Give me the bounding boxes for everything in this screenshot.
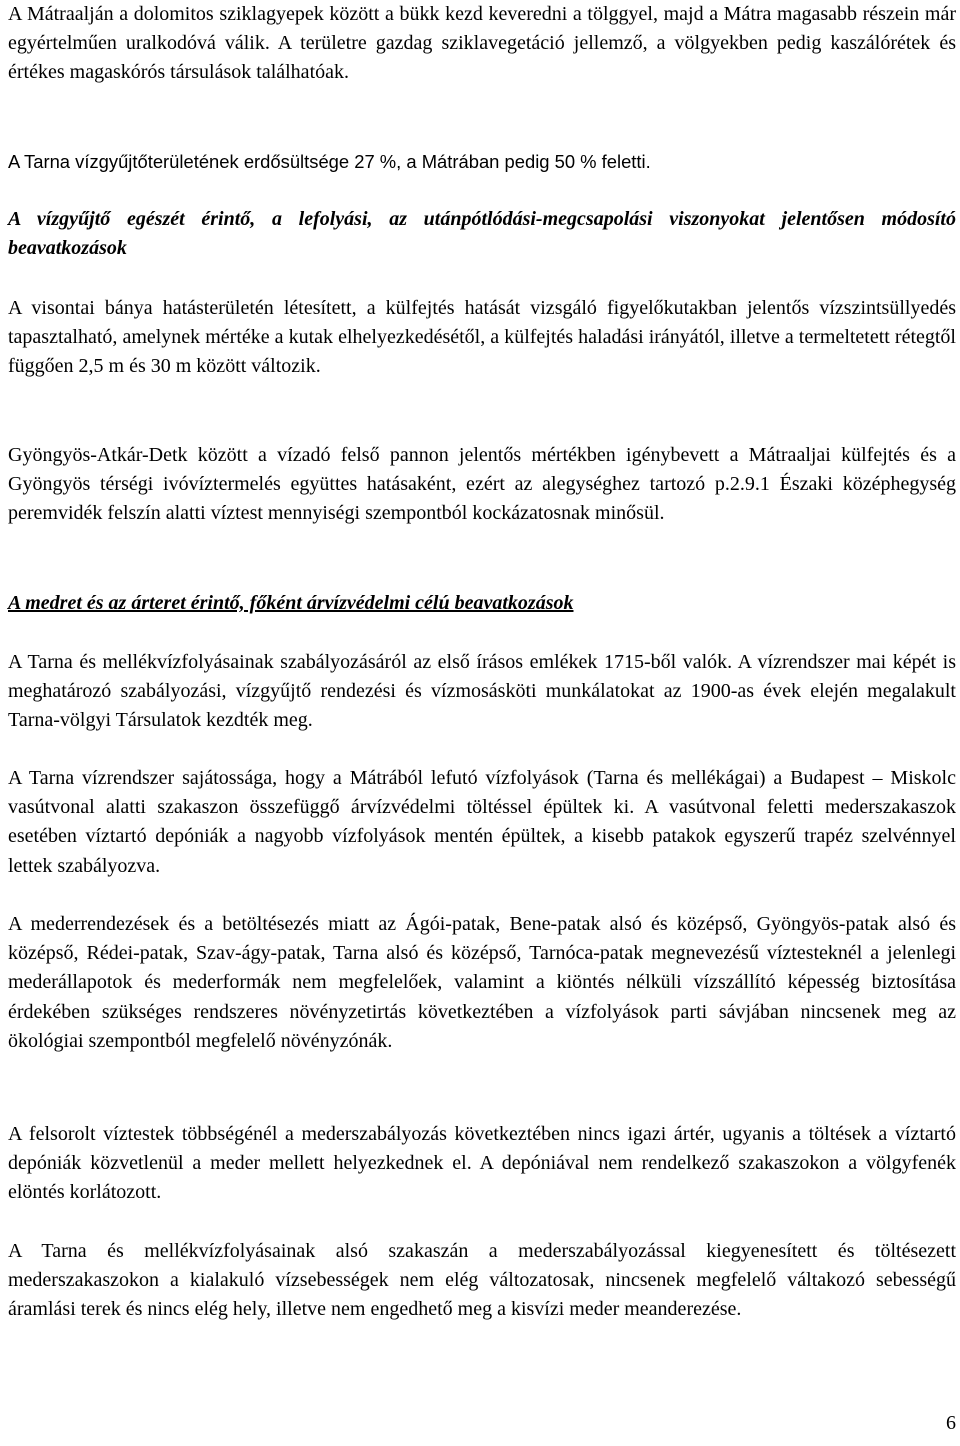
paragraph-visonta-mine: A visontai bánya hatásterületén létesített, a külfejtés hatását vizsgáló figyelőkutakban jelentős vízszintsüllyedés tapasztalható, amelynek mértéke a kutak elhelyezkedésétől, a külfejtés haladási irányától, illetve a termeltetett rétegtől függően 2,5 m és 30 m között változik. (8, 297, 956, 378)
paragraph-regulation-history: A Tarna és mellékvízfolyásainak szabályozásáról az első írásos emlékek 1715-ből valók. A vízrendszer mai képét is meghatározó szabályozási, vízgyűjtő rendezési és vízmosásköti munkálatokat az 1900-as évek elején megalakult Tarna-völgyi Társulatok kezdték meg. (8, 651, 956, 732)
page-number: 6 (946, 1412, 956, 1434)
paragraph-tarna-system: A Tarna vízrendszer sajátossága, hogy a Mátrából lefutó vízfolyások (Tarna és mellékágai) a Budapest – Miskolc vasútvonal alatti szakaszon összefüggő árvízvédelmi töltéssel épültek ki. A vasútvonal feletti mederszakaszok esetében víztartó depóniák a nagyobb vízfolyások mentén épültek, a kisebb patakok egyszerű trapéz szelvénnyel lettek szabályozva. (8, 767, 956, 877)
section-heading-riverbed: A medret és az árteret érintő, főként árvízvédelmi célú beavatkozások (8, 592, 574, 614)
paragraph-vegetation: A Mátraalján a dolomitos sziklagyepek között a bükk kezd keveredni a tölggyel, majd a Mátra magasabb részein már egyértelműen uralkodóvá válik. A területre gazdag sziklavegetáció jellemző, a völgyekben pedig kaszálórétek és értékes magaskórós társulások találhatóak. (8, 3, 956, 84)
paragraph-forest-cover: A Tarna vízgyűjtőterületének erdősültsége 27 %, a Mátrában pedig 50 % feletti. (8, 151, 651, 172)
paragraph-lower-section: A Tarna és mellékvízfolyásainak alsó szakaszán a mederszabályozással kiegyenesített és töltésezett mederszakaszokon a kialakuló vízsebességek nem elég változatosak, nincsenek megfelelő váltakozó sebességű áramlási terek és nincs elég hely, illetve nem engedhető meg a kisvízi meder meanderezése. (8, 1240, 956, 1321)
paragraph-gyongyos-atkar: Gyöngyös-Atkár-Detk között a vízadó felső pannon jelentős mértékben igénybevett a Mátraaljai külfejtés és a Gyöngyös térségi ivóvíztermelés együttes hatásaként, ezért az alegységhez tartozó p.2.9.1 Északi középhegység peremvidék felszín alatti víztest mennyiségi szempontból kockázatosnak minősül. (8, 444, 956, 525)
section-heading-interventions: A vízgyűjtő egészét érintő, a lefolyási, az utánpótlódási-megcsapolási viszonyokat jelentősen módosító beavatkozások (8, 208, 956, 260)
paragraph-riverbed-conditions: A mederrendezések és a betöltésezés miatt az Ágói-patak, Bene-patak alsó és középső, Gyöngyös-patak alsó és középső, Rédei-patak, Szav-ágy-patak, Tarna alsó és középső, Tarnóca-patak megnevezésű víztesteknél a jelenlegi mederállapotok és mederformák nem megfelelőek, valamint a kiöntés nélküli vízszállító képesség biztosítása érdekében szükséges rendszeres növényzetirtás következtében a vízfolyások parti sávjában nincsenek meg az ökológiai szempontból megfelelő növényzónák. (8, 913, 956, 1052)
paragraph-floodplain: A felsorolt víztestek többségénél a mederszabályozás következtében nincs igazi ártér, ugyanis a töltések a víztartó depóniák közvetlenül a meder mellett helyezkednek el. A depóniával nem rendelkező szakaszokon a völgyfenék elöntés korlátozott. (8, 1123, 956, 1204)
